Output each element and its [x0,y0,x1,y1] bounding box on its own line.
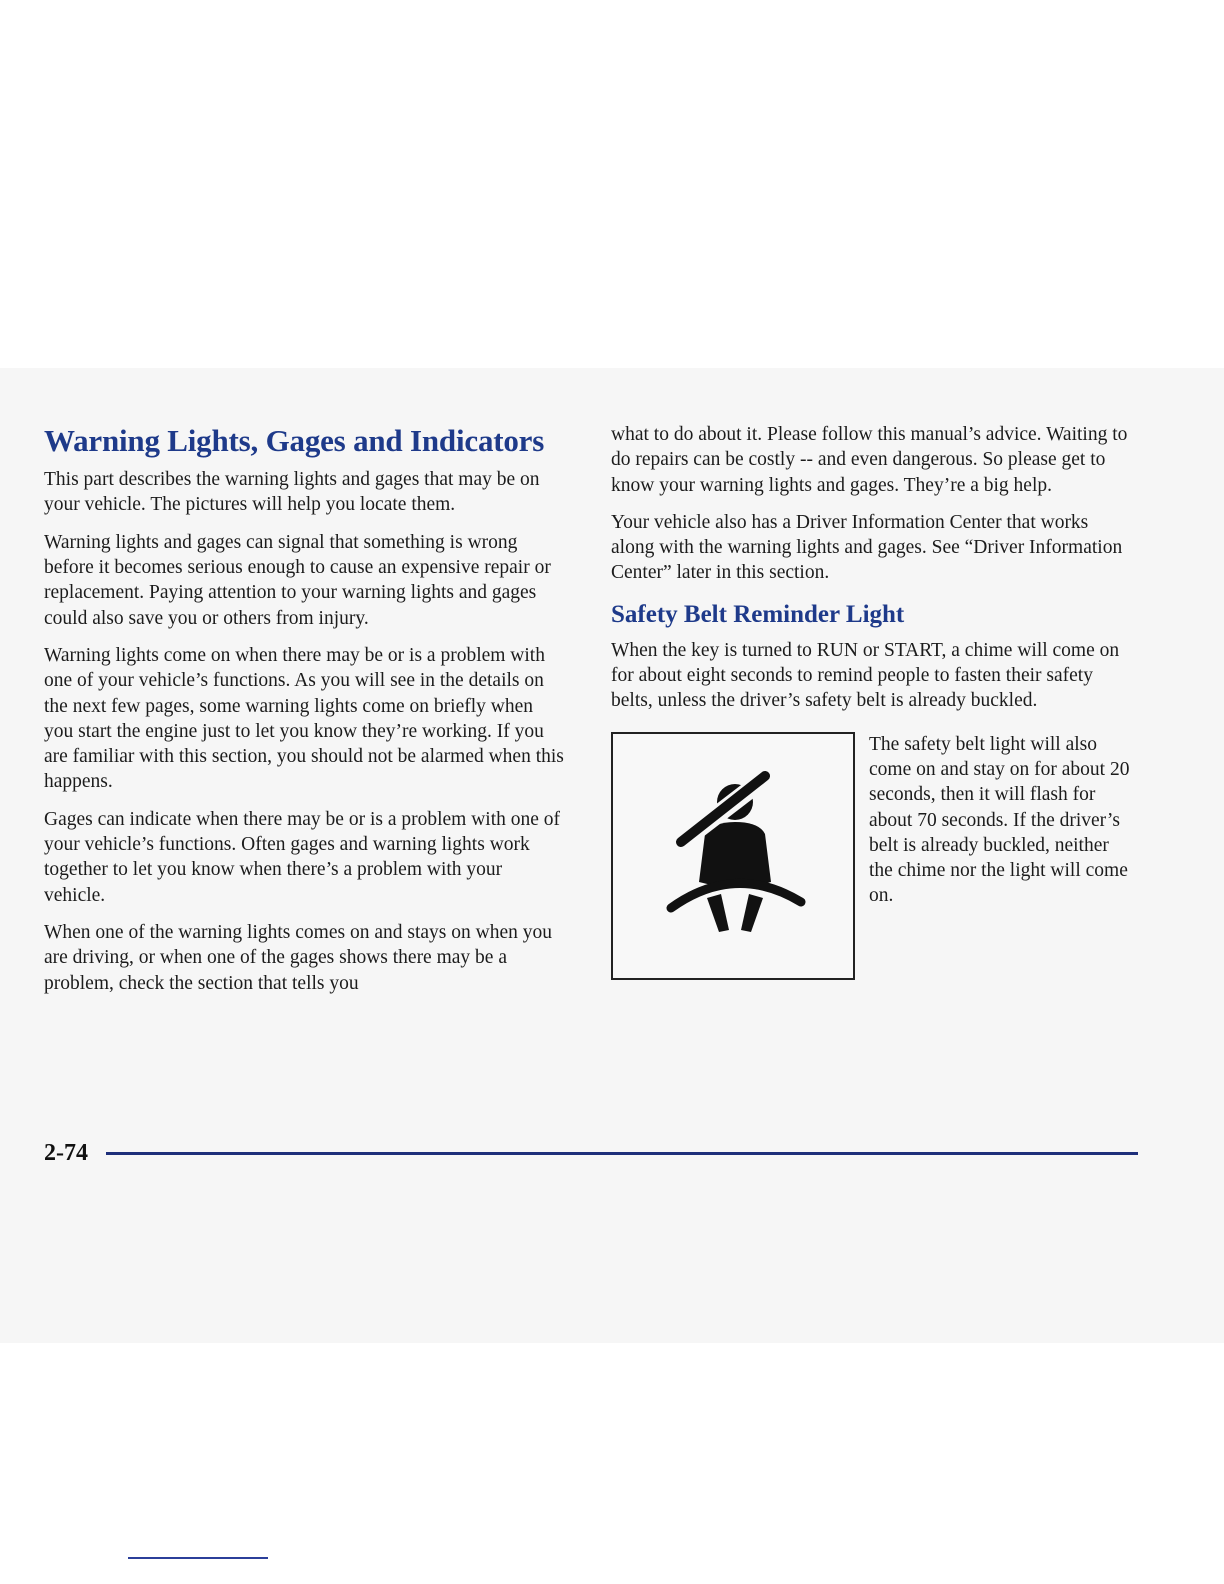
warning-lights-paragraph: Warning lights come on when there may be or is a problem with one of your vehicle’s functions. As you will see in the details on the next few pages, some warning lights come on briefly when you start the engine just to let you know they’re working. If you are familiar with this section, you should not be alarmed when this happens. [44,644,564,793]
left-column [44,422,564,1008]
page-number: 2-74 [44,1140,88,1166]
signal-paragraph: Warning lights and gages can signal that something is wrong before it becomes serious enough to cause an expensive repair or replacement. Paying attention to your warning lights and gages could also save you or others from injury. [44,531,551,629]
subsection-title: Safety Belt Reminder Light [611,600,905,628]
seatbelt-figure [611,732,855,980]
dic-paragraph: Your vehicle also has a Driver Information Center that works along with the warning lights and gages. See “Driver Information Center” later in this section. [611,511,1123,584]
right-column [611,422,1136,987]
advice-paragraph: what to do about it. Please follow this manual’s advice. Waiting to do repairs can be costly -- and even dangerous. So please get to know your warning lights and gages. They’re a big help. [611,424,1128,496]
chime-paragraph: When the key is turned to RUN or START, a chime will come on for about eight seconds to remind people to fasten their safety belts, unless the driver’s safety belt is already buckled. [611,639,1120,712]
seatbelt-icon [613,734,857,982]
stays-on-paragraph: When one of the warning lights comes on and stays on when you are driving, or when one of the gages shows there may be a problem, check the section that tells you [44,921,552,994]
intro-paragraph: This part describes the warning lights and gages that may be on your vehicle. The pictures will help you locate them. [44,469,540,516]
gages-paragraph: Gages can indicate when there may be or is a problem with one of your vehicle’s functions. Often gages and warning lights work together to let you know when there’s a problem with your vehicle. [44,808,561,906]
footer-rule [106,1152,1138,1155]
figure-row [611,732,1136,987]
figure-caption: The safety belt light will also come on and stay on for about 20 seconds, then it will flash for about 70 seconds. If the driver’s belt is already buckled, neither the chime nor the light will come on. [869,733,1130,907]
section-title: Warning Lights, Gages and Indicators [44,423,545,458]
bottom-divider [128,1557,268,1559]
page-footer [44,1136,1138,1170]
